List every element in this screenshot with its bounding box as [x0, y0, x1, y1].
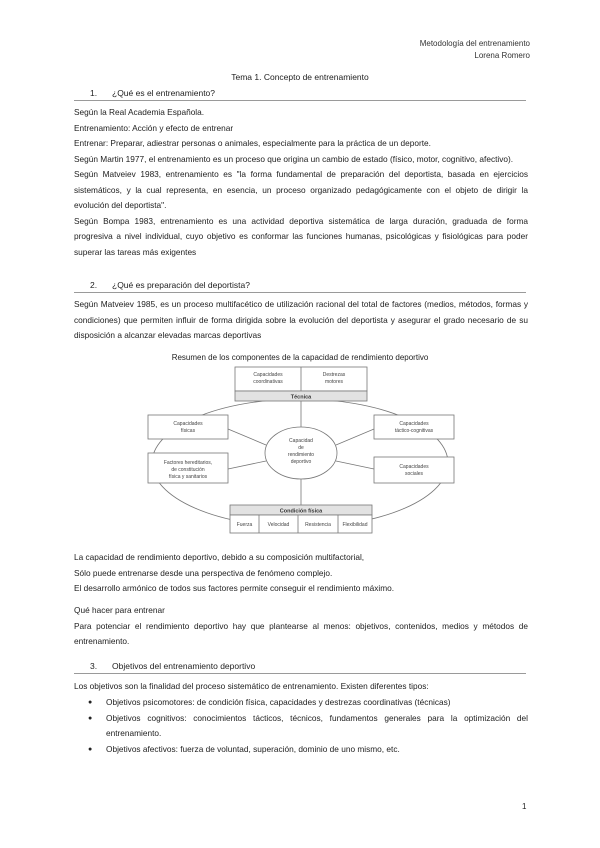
section-number: 2. [90, 280, 98, 290]
label-centro-2: de [298, 445, 304, 451]
box-capacidades-sociales [374, 457, 454, 483]
page-header [420, 38, 530, 62]
paragraph: Entrenar: Preparar, adiestrar personas o animales, especialmente para la práctica de un deporte. [74, 138, 431, 148]
section-2-conclusions [74, 550, 528, 597]
label-resistencia: Resistencia [305, 522, 331, 528]
section-1-heading [74, 88, 526, 101]
arrow [336, 461, 374, 469]
label-capacidades-coordinativas-2: coordinativas [253, 379, 283, 385]
paragraph: Según Matveiev 1983, entrenamiento es "la forma fundamental de preparación del deportista, basada en ejercicios sistemáticos, y la cual representa, en esencia, un proceso organizado pedagógicamente con el objeto de dirigir la evolución del deportista". [74, 169, 528, 210]
label-factores-2: de constitución [171, 467, 205, 473]
paragraph: Según Matveiev 1985, es un proceso multifacético de utilización racional del total de factores (medios, métodos, formas y condiciones) que permiten influir de forma dirigida sobre la evolución del deportista y asegurar el grado necesario de su disposición a alcanzar elevadas marcas deportivas [74, 299, 528, 340]
section-2-intro [74, 297, 528, 344]
label-condicion-fisica: Condición física [279, 508, 323, 515]
label-capacidades-tactico-2: táctico-cognitivas [394, 428, 434, 434]
box-capacidades-fisicas [148, 415, 228, 439]
page-number: 1 [522, 802, 527, 811]
label-capacidades-tactico: Capacidades [399, 421, 429, 427]
paragraph: La capacidad de rendimiento deportivo, debido a su composición multifactorial, [74, 552, 365, 562]
arrow [228, 461, 266, 469]
subsection-title: Qué hacer para entrenar [74, 605, 165, 615]
label-tecnica: Técnica [290, 394, 312, 401]
label-capacidades-sociales-2: sociales [404, 471, 424, 477]
arrow [336, 429, 374, 445]
paragraph: El desarrollo armónico de todos sus factores permite conseguir el rendimiento máximo. [74, 583, 395, 593]
paragraph: Los objetivos son la finalidad del proceso sistemático de entrenamiento. Existen diferentes tipos: [74, 681, 429, 691]
label-flexibilidad: Flexibilidad [342, 522, 368, 528]
document-title: Tema 1. Concepto de entrenamiento [231, 72, 369, 82]
section-number: 1. [90, 88, 98, 98]
paragraph: Entrenamiento: Acción y efecto de entrenar [74, 122, 234, 133]
performance-components-diagram [140, 365, 460, 545]
section-3-intro [74, 679, 528, 695]
label-capacidades-sociales: Capacidades [399, 464, 429, 470]
header-subject: Metodología del entrenamiento [419, 39, 530, 48]
label-factores: Factores hereditarios, [163, 460, 213, 466]
section-title: ¿Qué es preparación del deportista? [112, 280, 250, 290]
paragraph: Sólo puede entrenarse desde una perspectiva de fenómeno complejo. [74, 567, 333, 578]
section-number: 3. [90, 661, 98, 671]
label-centro-4: deportivo [290, 459, 312, 465]
label-velocidad: Velocidad [267, 522, 290, 528]
list-item: ● Objetivos cognitivos: conocimientos tácticos, técnicos, fundamentos generales para la optimización del entrenamiento. [90, 711, 528, 742]
header-author: Lorena Romero [474, 51, 530, 60]
list-item: ● Objetivos afectivos: fuerza de voluntad, superación, dominio de uno mismo, etc. [90, 742, 528, 758]
list-item: ● Objetivos psicomotores: de condición física, capacidades y destrezas coordinativas (técnicas) [90, 695, 528, 711]
subsection-que-hacer [74, 603, 528, 650]
section-1-body [74, 105, 528, 260]
arrow [228, 429, 266, 445]
section-title: Objetivos del entrenamiento deportivo [112, 661, 256, 671]
label-capacidades-coordinativas: Capacidades [253, 372, 283, 378]
paragraph: Para potenciar el rendimiento deportivo hay que plantearse al menos: objetivos, contenidos, medios y métodos de entrenamiento. [74, 620, 528, 646]
section-title: ¿Qué es el entrenamiento? [112, 88, 216, 98]
label-factores-3: física y sanitarios [168, 474, 208, 480]
figure-title: Resumen de los componentes de la capacidad de rendimiento deportivo [171, 353, 429, 362]
objectives-list [90, 695, 528, 757]
section-2-heading [74, 280, 526, 293]
section-3-heading [74, 661, 526, 674]
label-centro: Capacidad [289, 438, 313, 444]
paragraph: Según Martin 1977, el entrenamiento es un proceso que origina un cambio de estado (físico, motor, cognitivo, afectivo). [74, 153, 514, 164]
paragraph: Según Bompa 1983, entrenamiento es una actividad deportiva sistemática de larga duración, graduada de forma progresiva a nivel individual, cuyo objetivo es conformar las funciones humanas, psicológicas y fisiológicas para poder superar las tareas más exigentes [74, 215, 528, 257]
label-capacidades-fisicas-2: físicas [180, 428, 196, 434]
paragraph: Según la Real Academia Española. [74, 107, 205, 117]
label-centro-3: rendimiento [287, 452, 315, 458]
label-destrezas-motores-2: motores [324, 379, 344, 385]
label-capacidades-fisicas: Capacidades [173, 421, 203, 427]
label-destrezas-motores: Destrezas [322, 372, 346, 378]
label-fuerza: Fuerza [236, 522, 253, 528]
box-capacidades-tactico [374, 415, 454, 439]
